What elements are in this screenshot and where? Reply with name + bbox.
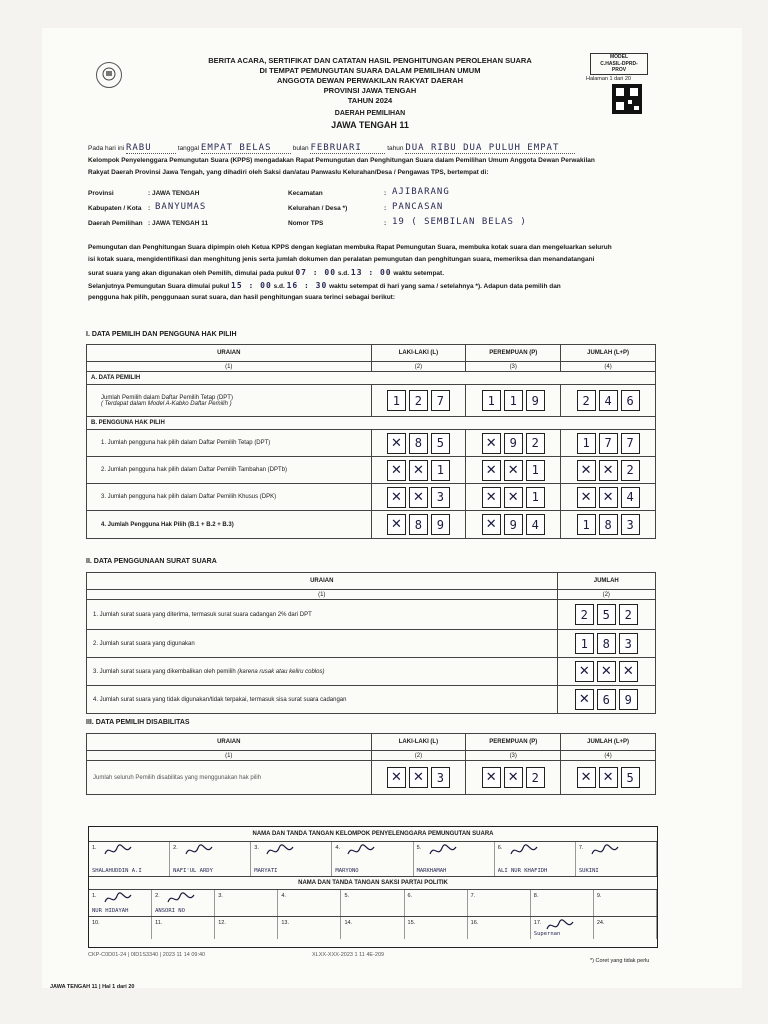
signature-number: 4. <box>281 893 286 899</box>
kpps-signature-row <box>89 842 657 877</box>
signature-number: 17. <box>533 920 542 926</box>
tahun-label: tahun <box>387 145 404 152</box>
kabkota-colon: : <box>148 205 151 212</box>
digit-box: ✕ <box>482 487 501 508</box>
signature-number: 5. <box>416 845 422 851</box>
digit-box: 8 <box>409 433 428 454</box>
digit-box-group <box>565 487 651 508</box>
digit-box: ✕ <box>577 767 596 788</box>
section-2-table <box>86 572 656 714</box>
signature-scribble-icon <box>103 844 133 860</box>
digit-box: 4 <box>599 390 618 411</box>
signature-number: 12. <box>218 920 226 926</box>
signature-cell <box>89 890 152 916</box>
signature-cell <box>278 917 341 939</box>
signature-cell <box>341 890 404 916</box>
digit-box: 3 <box>621 514 640 535</box>
digit-box: 5 <box>431 433 450 454</box>
s1-dpt-jumlah-cell <box>561 385 656 417</box>
signature-number: 15. <box>407 920 416 926</box>
digit-box: ✕ <box>387 487 406 508</box>
digit-box-group <box>562 689 651 710</box>
digit-box: ✕ <box>599 487 618 508</box>
digit-box: 1 <box>526 487 545 508</box>
signature-number: 2. <box>173 845 178 851</box>
form-title <box>160 56 580 106</box>
digit-box-group <box>565 433 651 454</box>
s2-col-num-1: (1) <box>87 590 558 600</box>
voting-start-time: 15 : 00 <box>231 281 272 290</box>
kabkota-value: BANYUMAS <box>155 202 207 212</box>
s3-r1-label: Jumlah seluruh Pemilih disabilitas yang menggunakan hak pilih <box>87 761 372 795</box>
digit-box-group <box>562 633 651 654</box>
digit-box: 1 <box>504 390 523 411</box>
signature-number: 1. <box>92 893 97 899</box>
s1-b4-label: 4. Jumlah Pengguna Hak Pilih (B.1 + B.2 + B.3) <box>87 511 372 539</box>
digit-box: ✕ <box>577 487 596 508</box>
digit-box-group <box>562 604 651 625</box>
digit-box: 2 <box>621 460 640 481</box>
signature-number: 7. <box>470 893 476 899</box>
digit-box: 8 <box>597 633 616 654</box>
s2-r3-label-text: 3. Jumlah surat suara yang dikembalikan oleh pemilih <box>93 668 238 675</box>
digit-box: ✕ <box>387 460 406 481</box>
model-box <box>590 53 648 75</box>
footer-page-label: JAWA TENGAH 11 | Hal 1 dari 20 <box>50 984 135 990</box>
digit-box-group <box>565 460 651 481</box>
signature-number: 6. <box>407 893 413 899</box>
s2-r3-label-note: (karena rusak atau keliru coblos) <box>237 668 325 675</box>
digit-box-group <box>470 460 556 481</box>
procedure-line-4-text: Selanjutnya Pemungutan Suara dimulai pukul <box>88 283 230 290</box>
signer-name: NAFI'UL ARDY <box>173 868 213 874</box>
model-line-2: C.HASIL-DPRD- <box>600 60 638 67</box>
signature-number: 4. <box>335 845 341 851</box>
dapil-title: JAWA TENGAH 11 <box>331 120 409 130</box>
dapil-label: DAERAH PEMILIHAN <box>334 110 406 117</box>
s1-b4-perempuan-cell <box>466 511 561 539</box>
section-1-title: I. DATA PEMILIH DAN PENGGUNA HAK PILIH <box>86 331 237 338</box>
opening-para-1: Kelompok Penyelenggara Pemungutan Suara (KPPS) mengadakan Rapat Pemungutan dan Penghitungan Suara dalam Pemilihan Umum Anggota Dewan Perwakilan <box>88 157 595 164</box>
signature-number: 9. <box>596 893 602 899</box>
digit-box: ✕ <box>482 767 501 788</box>
model-line-3: PROV <box>611 67 627 73</box>
signature-cell <box>152 917 215 939</box>
signature-number: 10. <box>92 920 100 926</box>
provinsi-value: : JAWA TENGAH <box>148 190 200 197</box>
s1-col-num-2: (2) <box>371 362 466 372</box>
s2-header-jumlah: JUMLAH <box>557 573 655 590</box>
digit-box: 5 <box>621 767 640 788</box>
digit-box: 5 <box>597 604 616 625</box>
digit-box: 1 <box>577 433 596 454</box>
procedure-line-2: isi kotak suara, mengidentifikasi dan menghitung jenis serta jumlah dokumen dan peralatan pemungutan dan penghitungan suara, memeriksa dan menandatangani <box>88 256 595 263</box>
signature-number: 13. <box>281 920 289 926</box>
digit-box-group <box>376 514 462 535</box>
saksi-signature-row-2 <box>89 917 657 939</box>
digit-box: ✕ <box>599 767 618 788</box>
digit-box: 2 <box>526 767 545 788</box>
s1-b1-label: 1. Jumlah pengguna hak pilih dalam Daftar Pemilih Tetap (DPT) <box>87 430 372 457</box>
bulan-value: FEBRUARI <box>310 143 385 154</box>
signature-number: 3. <box>254 845 259 851</box>
signature-cell <box>495 842 576 876</box>
procedure-sd-2: s.d. <box>273 283 285 290</box>
digit-box: ✕ <box>597 661 616 682</box>
procedure-start-time: 07 : 00 <box>295 268 337 277</box>
saksi-signature-row-1 <box>89 890 657 917</box>
signature-cell <box>405 917 468 939</box>
signature-number: 1. <box>92 845 97 851</box>
digit-box: ✕ <box>504 767 523 788</box>
signature-cell <box>152 890 215 916</box>
s3-col-num-3: (3) <box>466 751 561 761</box>
signature-cell <box>414 842 495 876</box>
footer-note: *) Coret yang tidak perlu <box>590 958 650 964</box>
s1-b3-jumlah-cell <box>561 484 656 511</box>
s2-r1-label: 1. Jumlah surat suara yang diterima, termasuk surat suara cadangan 2% dari DPT <box>87 600 558 630</box>
s1-dpt-laki-cell <box>371 385 466 417</box>
kelurahan-value: PANCASAN <box>392 202 444 212</box>
procedure-line-3 <box>88 268 668 277</box>
s2-r4-label: 4. Jumlah surat suara yang tidak digunakan/tidak terpakai, termasuk sisa surat suara cadangan <box>87 686 558 714</box>
signature-number: 2. <box>155 893 160 899</box>
digit-box: ✕ <box>409 767 428 788</box>
s1-col-num-3: (3) <box>466 362 561 372</box>
digit-box: 6 <box>597 689 616 710</box>
signer-name: MARYATI <box>254 868 278 874</box>
signature-cell <box>215 917 278 939</box>
digit-box-group <box>470 514 556 535</box>
digit-box: 3 <box>431 487 450 508</box>
digit-box-group <box>470 487 556 508</box>
digit-box: 1 <box>575 633 594 654</box>
tanggal-label: tanggal <box>177 145 200 152</box>
opening-line <box>88 143 668 154</box>
digit-box-group <box>376 433 462 454</box>
signature-cell <box>405 890 468 916</box>
procedure-line-4-end: waktu setempat di hari yang sama / setelahnya *). Adapun data pemilih dan <box>329 283 561 290</box>
title-line-1: BERITA ACARA, SERTIFIKAT DAN CATATAN HASIL PENGHITUNGAN PEROLEHAN SUARA <box>208 56 532 65</box>
s1-b1-jumlah-cell <box>561 430 656 457</box>
signature-scribble-icon <box>590 844 620 860</box>
title-line-3: ANGGOTA DEWAN PERWAKILAN RAKYAT DAERAH <box>276 76 464 85</box>
s1-b3-laki-cell <box>371 484 466 511</box>
s1-header-jumlah: JUMLAH (L+P) <box>561 345 656 362</box>
procedure-line-1: Pemungutan dan Penghitungan Suara dipimpin oleh Ketua KPPS dengan kegiatan membuka Rapat Pemungutan Suara, membuka kotak suara dan mengeluarkan seluruh <box>88 244 612 251</box>
s2-r4-cell <box>557 686 655 714</box>
signature-cell <box>89 842 170 876</box>
footer-code-left: CKP-C0D01-24 | 0ID1S3340 | 2023 11 14 09:40 <box>88 952 206 958</box>
signer-name: MARKHAMAH <box>416 868 447 874</box>
kelurahan-label: Kelurahan / Desa *) <box>288 205 348 212</box>
signer-name: SHALAHUDDIN A.I <box>92 868 142 874</box>
signer-name: SUKINI <box>578 868 599 874</box>
kabkota-label: Kabupaten / Kota <box>88 205 142 212</box>
digit-box: 2 <box>577 390 596 411</box>
digit-box-group <box>470 433 556 454</box>
signature-number: 14. <box>344 920 353 926</box>
digit-box-group <box>565 767 651 788</box>
s1-subsection-b: B. PENGGUNA HAK PILIH <box>87 417 656 430</box>
s3-col-num-2: (2) <box>371 751 466 761</box>
s3-col-num-4: (4) <box>561 751 656 761</box>
tps-label: Nomor TPS <box>288 220 324 227</box>
digit-box-group <box>470 390 556 411</box>
s2-r2-cell <box>557 630 655 658</box>
digit-box-group <box>565 514 651 535</box>
digit-box: 1 <box>482 390 501 411</box>
s2-header-uraian: URAIAN <box>87 573 558 590</box>
s1-col-num-4: (4) <box>561 362 656 372</box>
digit-box: 3 <box>431 767 450 788</box>
digit-box-group <box>470 767 556 788</box>
s3-header-uraian: URAIAN <box>87 734 372 751</box>
procedure-line-4 <box>88 281 668 290</box>
s1-dpt-label-line-2: ( Terdapat dalam Model A-Kabko Daftar Pemilih ) <box>101 400 232 407</box>
s1-b1-perempuan-cell <box>466 430 561 457</box>
s1-b3-label: 3. Jumlah pengguna hak pilih dalam Daftar Pemilih Khusus (DPK) <box>87 484 372 511</box>
model-line-1: MODEL <box>609 54 629 60</box>
s1-header-uraian: URAIAN <box>87 345 372 362</box>
section-1-table <box>86 344 656 539</box>
tps-value: 19 ( SEMBILAN BELAS ) <box>392 217 527 227</box>
tahun-value: DUA RIBU DUA PULUH EMPAT <box>405 143 575 154</box>
digit-box: ✕ <box>409 487 428 508</box>
digit-box: ✕ <box>387 433 406 454</box>
signature-scribble-icon <box>166 892 196 908</box>
digit-box: ✕ <box>482 433 501 454</box>
kelurahan-colon: : <box>384 205 387 212</box>
procedure-line-3-text: surat suara yang akan digunakan oleh Pemilih, dimulai pada pukul <box>88 270 294 277</box>
signature-cell <box>576 842 657 876</box>
s1-header-laki: LAKI-LAKI (L) <box>371 345 466 362</box>
digit-box: 9 <box>619 689 638 710</box>
s1-subsection-a: A. DATA PEMILIH <box>87 372 656 385</box>
digit-box-group <box>565 390 651 411</box>
digit-box: 7 <box>431 390 450 411</box>
signature-cell <box>215 890 278 916</box>
digit-box: 4 <box>621 487 640 508</box>
signature-cell <box>332 842 413 876</box>
procedure-line-3-end: waktu setempat. <box>393 270 444 277</box>
saksi-signature-title: NAMA DAN TANDA TANGAN SAKSI PARTAI POLITIK <box>89 877 657 890</box>
digit-box: 2 <box>619 604 638 625</box>
s3-r1-laki-cell <box>371 761 466 795</box>
digit-box: ✕ <box>482 514 501 535</box>
kecamatan-value: AJIBARANG <box>392 187 450 197</box>
s3-r1-perempuan-cell <box>466 761 561 795</box>
pada-hari-label: Pada hari ini <box>88 145 125 152</box>
digit-box-group <box>376 767 462 788</box>
s2-r1-cell <box>557 600 655 630</box>
page-counter: Halaman 1 dari 20 <box>586 76 631 82</box>
section-3-title: III. DATA PEMILIH DISABILITAS <box>86 719 190 726</box>
s2-r3-label <box>87 658 558 686</box>
signature-cell <box>89 917 152 939</box>
digit-box: 9 <box>504 514 523 535</box>
digit-box: ✕ <box>409 460 428 481</box>
signature-cell <box>594 917 657 939</box>
kpps-signature-title: NAMA DAN TANDA TANGAN KELOMPOK PENYELENGGARA PEMUNGUTAN SUARA <box>89 827 657 842</box>
tanggal-value: EMPAT BELAS <box>201 143 291 154</box>
digit-box: 9 <box>504 433 523 454</box>
digit-box: 7 <box>621 433 640 454</box>
qr-code <box>612 84 642 114</box>
digit-box: ✕ <box>387 767 406 788</box>
digit-box: ✕ <box>575 689 594 710</box>
s1-b3-perempuan-cell <box>466 484 561 511</box>
signature-cell <box>468 917 531 939</box>
s1-header-perempuan: PEREMPUAN (P) <box>466 345 561 362</box>
s1-b2-laki-cell <box>371 457 466 484</box>
s3-col-num-1: (1) <box>87 751 372 761</box>
s2-col-num-2: (2) <box>557 590 655 600</box>
title-line-2: DI TEMPAT PEMUNGUTAN SUARA DALAM PEMILIHAN UMUM <box>259 66 481 75</box>
signature-number: 8. <box>533 893 539 899</box>
digit-box: ✕ <box>619 661 638 682</box>
signature-number: 16. <box>470 920 479 926</box>
signature-number: 5. <box>344 893 350 899</box>
signature-cell <box>251 842 332 876</box>
opening-para-2: Rakyat Daerah Provinsi Jawa Tengah, yang dihadiri oleh Saksi dan/atau Panwaslu Kelurahan/Desa / Pengawas TPS, bertempat di: <box>88 169 489 176</box>
digit-box-group <box>376 487 462 508</box>
digit-box: 9 <box>526 390 545 411</box>
digit-box: ✕ <box>577 460 596 481</box>
procedure-end-time: 13 : 00 <box>350 268 392 277</box>
dapil-field-label: Daerah Pemilihan <box>88 220 143 227</box>
procedure-line-5: pengguna hak pilih, penggunaan surat suara, dan hasil penghitungan suara terinci sebagai berikut: <box>88 294 395 301</box>
signature-scribble-icon <box>346 844 376 860</box>
footer-code-mid: XLXX-XXX-2023 1 11 4E-209 <box>312 952 385 958</box>
procedure-sd-1: s.d. <box>337 270 350 277</box>
signer-name: MARYONO <box>335 868 359 874</box>
digit-box: 2 <box>409 390 428 411</box>
s2-r2-label: 2. Jumlah surat suara yang digunakan <box>87 630 558 658</box>
s3-header-perempuan: PEREMPUAN (P) <box>466 734 561 751</box>
dapil-field-value: : JAWA TENGAH 11 <box>148 220 209 227</box>
s1-dpt-label <box>87 385 372 417</box>
section-3-table <box>86 733 656 795</box>
s1-b2-perempuan-cell <box>466 457 561 484</box>
digit-box: ✕ <box>504 460 523 481</box>
signer-name: ALI NUR KHAFIDH <box>497 868 548 874</box>
digit-box: ✕ <box>387 514 406 535</box>
signature-cell <box>531 917 594 939</box>
digit-box-group <box>376 390 462 411</box>
signature-scribble-icon <box>103 892 133 908</box>
signature-number: 11. <box>155 920 163 926</box>
s1-col-num-1: (1) <box>87 362 372 372</box>
signature-scribble-icon <box>265 844 295 860</box>
digit-box-group <box>562 661 651 682</box>
digit-box: 1 <box>387 390 406 411</box>
signature-number: 7. <box>578 845 584 851</box>
digit-box: 2 <box>526 433 545 454</box>
digit-box: 2 <box>575 604 594 625</box>
provinsi-label: Provinsi <box>88 190 114 197</box>
signature-number: 24. <box>596 920 605 926</box>
digit-box: 8 <box>409 514 428 535</box>
s1-dpt-perempuan-cell <box>466 385 561 417</box>
signer-name: Supernan <box>533 931 561 937</box>
signature-cell <box>531 890 594 916</box>
signature-cell <box>170 842 251 876</box>
signature-box <box>88 826 658 948</box>
title-line-4: PROVINSI JAWA TENGAH <box>323 86 417 95</box>
signature-cell <box>341 917 404 939</box>
digit-box: 7 <box>599 433 618 454</box>
signature-number: 3. <box>218 893 223 899</box>
s1-b2-jumlah-cell <box>561 457 656 484</box>
signer-name: ANSORI NO <box>155 908 185 914</box>
signature-scribble-icon <box>184 844 214 860</box>
digit-box: 9 <box>431 514 450 535</box>
s1-dpt-label-line-1: Jumlah Pemilih dalam Daftar Pemilih Tetap (DPT) <box>101 394 233 401</box>
digit-box: 1 <box>431 460 450 481</box>
kecamatan-label: Kecamatan <box>288 190 323 197</box>
s1-b1-laki-cell <box>371 430 466 457</box>
digit-box: 8 <box>599 514 618 535</box>
digit-box: 3 <box>619 633 638 654</box>
signature-scribble-icon <box>428 844 458 860</box>
signature-scribble-icon <box>509 844 539 860</box>
digit-box: 1 <box>526 460 545 481</box>
digit-box: ✕ <box>504 487 523 508</box>
digit-box: ✕ <box>599 460 618 481</box>
digit-box-group <box>376 460 462 481</box>
voting-end-time: 16 : 30 <box>286 281 328 290</box>
signature-number: 6. <box>497 845 503 851</box>
tps-colon: : <box>384 220 387 227</box>
s1-b4-jumlah-cell <box>561 511 656 539</box>
kpu-logo <box>96 62 122 88</box>
s3-header-jumlah: JUMLAH (L+P) <box>561 734 656 751</box>
hari-value: RABU <box>126 143 176 154</box>
s3-r1-jumlah-cell <box>561 761 656 795</box>
signature-cell <box>278 890 341 916</box>
kecamatan-colon: : <box>384 190 387 197</box>
bulan-label: bulan <box>292 145 309 152</box>
digit-box: ✕ <box>482 460 501 481</box>
digit-box: 1 <box>577 514 596 535</box>
signer-name: NUR HIDAYAH <box>92 908 129 914</box>
s1-b4-laki-cell <box>371 511 466 539</box>
digit-box: 4 <box>526 514 545 535</box>
s1-b2-label: 2. Jumlah pengguna hak pilih dalam Daftar Pemilih Tambahan (DPTb) <box>87 457 372 484</box>
signature-cell <box>594 890 657 916</box>
digit-box: 6 <box>621 390 640 411</box>
s2-r3-cell <box>557 658 655 686</box>
s3-header-laki: LAKI-LAKI (L) <box>371 734 466 751</box>
signature-cell <box>468 890 531 916</box>
title-line-5: TAHUN 2024 <box>347 96 393 105</box>
digit-box: ✕ <box>575 661 594 682</box>
section-2-title: II. DATA PENGGUNAAN SURAT SUARA <box>86 558 217 565</box>
